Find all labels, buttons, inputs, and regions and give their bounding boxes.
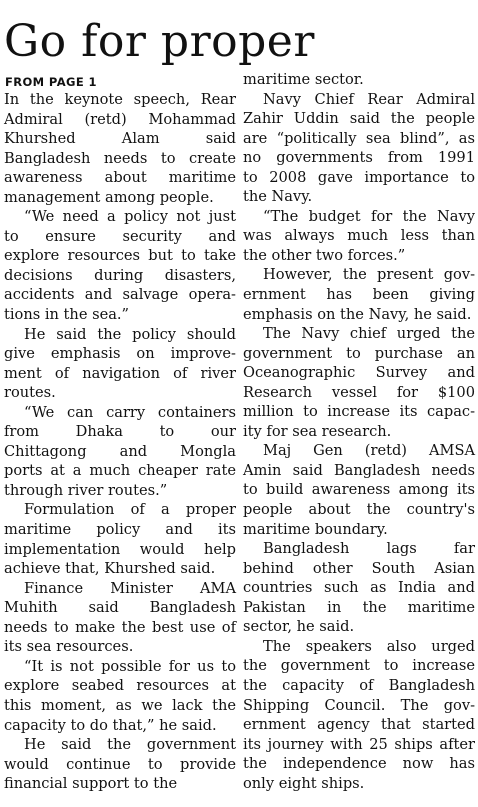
text-line: to 2008 gave importance to: [243, 168, 475, 186]
text-line: Admiral (retd) Mohammad: [4, 110, 236, 128]
paragraph: [4, 735, 236, 794]
kicker-from-page: FROM PAGE 1: [5, 75, 97, 89]
text-line: was always much less than: [243, 227, 475, 245]
text-line: sector, he said.: [243, 618, 355, 636]
text-line: He said the policy should: [24, 325, 236, 343]
text-line: to build awareness among its: [243, 481, 475, 499]
text-line: are “politically sea blind”, as: [243, 129, 475, 147]
paragraph: [243, 207, 475, 266]
paragraph: [243, 324, 475, 441]
text-line: maritime boundary.: [243, 520, 388, 538]
text-line: “We can carry containers: [24, 403, 236, 421]
paragraph: [243, 637, 475, 793]
text-line: people about the country's: [243, 501, 475, 519]
text-line: emphasis on the Navy, he said.: [243, 305, 472, 323]
paragraph: [243, 441, 475, 539]
text-line: Research vessel for $100: [243, 383, 475, 401]
text-line: “It is not possible for us to: [24, 657, 236, 675]
text-line: maritime policy and its: [4, 521, 236, 539]
text-line: the capacity of Bangladesh: [243, 676, 475, 694]
text-line: only eight ships.: [243, 774, 365, 792]
paragraph: [4, 403, 236, 501]
text-line: Muhith said Bangladesh: [4, 599, 236, 617]
text-line: no governments from 1991: [243, 149, 475, 167]
text-line: capacity to do that,” he said.: [4, 716, 217, 734]
text-line: countries such as India and: [243, 579, 475, 597]
text-line: However, the present gov-: [263, 266, 475, 284]
text-line: The Navy chief urged the: [263, 325, 475, 343]
text-line: awareness about maritime: [4, 169, 236, 187]
text-line: routes.: [4, 384, 56, 402]
paragraph: [243, 539, 475, 637]
text-line: accidents and salvage opera-: [4, 286, 236, 304]
text-line: “We need a policy not just: [24, 208, 236, 226]
text-line: Khurshed Alam said: [4, 130, 236, 148]
text-line: behind other South Asian: [243, 559, 475, 577]
text-line: He said the government: [24, 736, 236, 754]
text-line: explore resources but to take: [4, 247, 236, 265]
text-line: tions in the sea.”: [4, 306, 130, 324]
text-line: Bangladesh lags far: [263, 540, 475, 558]
text-line: Navy Chief Rear Admiral: [263, 90, 475, 108]
text-line: ernment has been giving: [243, 286, 475, 304]
paragraph: [4, 325, 236, 403]
headline: Go for proper: [4, 16, 315, 67]
text-line: ernment agency that started: [243, 716, 475, 734]
paragraph: [243, 90, 475, 207]
text-line: this moment, as we lack the: [4, 696, 236, 714]
text-line: the other two forces.”: [243, 246, 406, 264]
text-line: the government to increase: [243, 657, 475, 675]
text-line: from Dhaka to our: [4, 423, 236, 441]
text-line: management among people.: [4, 188, 214, 206]
text-line: to ensure security and: [4, 227, 236, 245]
text-line: its sea resources.: [4, 638, 134, 656]
text-line: maritime sector.: [243, 71, 364, 88]
text-line: government to purchase an: [243, 344, 475, 362]
paragraph: [243, 265, 475, 324]
text-line: through river routes.”: [4, 481, 168, 499]
text-line: needs to make the best use of: [4, 618, 236, 636]
paragraph: [4, 90, 236, 207]
text-line: “The budget for the Navy: [263, 207, 475, 225]
text-line: the independence now has: [243, 755, 475, 773]
text-line: Amin said Bangladesh needs: [243, 461, 475, 479]
paragraph: [4, 500, 236, 578]
text-line: Zahir Uddin said the people: [243, 110, 475, 128]
paragraph: [4, 579, 236, 657]
text-line: ment of navigation of river: [4, 364, 236, 382]
text-line: ity for sea research.: [243, 422, 392, 440]
text-line: achieve that, Khurshed said.: [4, 560, 216, 578]
text-line: implementation would help: [4, 540, 236, 558]
text-line: give emphasis on improve-: [4, 345, 236, 363]
text-line: Maj Gen (retd) AMSA: [263, 442, 475, 460]
text-line: decisions during disasters,: [4, 266, 236, 284]
text-line: Pakistan in the maritime: [243, 598, 475, 616]
text-line: Finance Minister AMA: [24, 579, 236, 597]
text-line: Formulation of a proper: [24, 501, 236, 519]
article-column-right: [243, 70, 475, 793]
text-line: million to increase its capac-: [243, 403, 475, 421]
paragraph: [4, 657, 236, 735]
text-line: its journey with 25 ships after: [243, 735, 475, 753]
text-line: financial support to the: [4, 775, 178, 793]
text-line: In the keynote speech, Rear: [4, 91, 236, 108]
paragraph: [4, 207, 236, 324]
text-line: Chittagong and Mongla: [4, 442, 236, 460]
paragraph: [243, 70, 475, 90]
text-line: The speakers also urged: [263, 637, 475, 655]
text-line: Oceanographic Survey and: [243, 364, 475, 382]
text-line: explore seabed resources at: [4, 677, 236, 695]
article-column-left: [4, 90, 236, 794]
text-line: the Navy.: [243, 188, 313, 206]
text-line: ports at a much cheaper rate: [4, 462, 236, 480]
text-line: Shipping Council. The gov-: [243, 696, 475, 714]
text-line: would continue to provide: [4, 755, 236, 773]
text-line: Bangladesh needs to create: [4, 149, 236, 167]
